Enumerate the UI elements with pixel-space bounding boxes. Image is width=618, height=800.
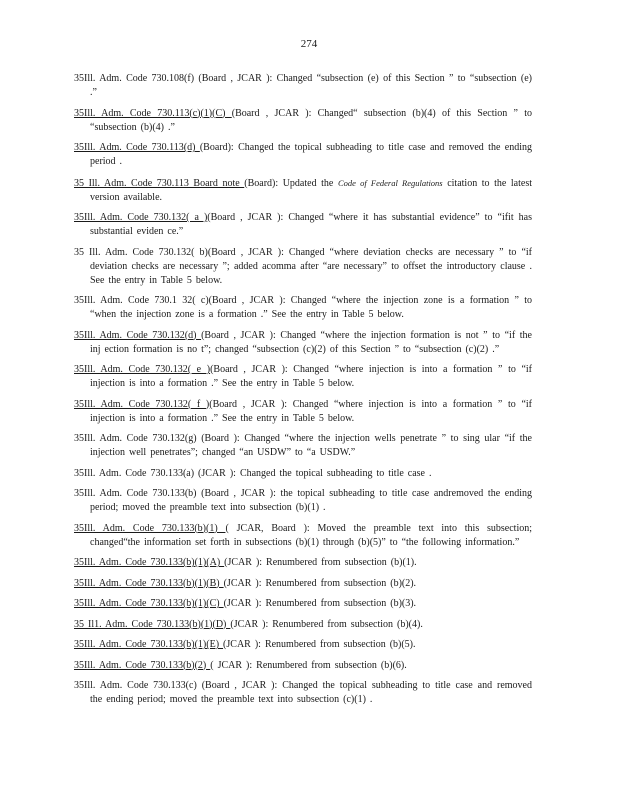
entry-text: (Board , JCAR ): Changed “where injection is into a formation ” to “if injection is into a formation .” See the entry in Table 5 below. <box>90 398 532 424</box>
entry <box>74 618 532 632</box>
entry-text: (Board , JCAR ): Changed“ subsection (b)(4) of this Section ” to “subsection (b)(4) .” <box>90 107 532 133</box>
entry <box>74 679 532 707</box>
entry-text: (Board , JCAR ): Changed “where the injection formation is not ” to “if the inj ection formation is no t”; changed “subsection (c)(2) of this Section ” to “subsection (c)(2) .” <box>90 329 532 355</box>
entry <box>74 638 532 652</box>
entry-citation: 35Ill. Adm. Code 730.133(b)(1)(A) <box>74 557 225 568</box>
entry-citation: 35Ill. Adm. Code 730.132( e ) <box>74 364 211 375</box>
entry-text: (Board , JCAR ): Changed “where injection is into a formation ” to “if injection is into a formation .” See the entry in Table 5 below. <box>90 364 532 389</box>
entry-citation: 35Ill. Adm. Code 730.113(c)(1)(C) <box>74 107 232 119</box>
entry-text: ( JCAR ): Renumbered from subsection (b)(6). <box>210 659 407 671</box>
entry-text: (JCAR ): Renumbered from subsection (b)(3). <box>223 598 417 609</box>
entry-text: (JCAR ): Renumbered from subsection (b)(5). <box>223 639 416 650</box>
entry-citation: 35Ill. Adm. Code 730.133(b)(1)(E) <box>74 639 224 650</box>
entry-citation: 35Ill. Adm. Code 730.1 32( c) <box>74 295 209 306</box>
entry <box>74 363 532 391</box>
entry-text: (JCAR ): Changed the topical subheading to title case . <box>194 467 432 479</box>
page-number: 274 <box>300 38 318 50</box>
entry <box>74 467 532 481</box>
entry-text: (Board , JCAR ): Changed “where deviation checks are necessary ” to “if deviation checks are necessary ”; added acomma after “are necessary” to offset the introductory clause . See the entry in Table 5 below. <box>90 246 532 286</box>
entry-text: (Board): Changed the topical subheading to title case and removed the ending period . <box>90 142 532 167</box>
entry <box>74 487 532 515</box>
entry-citation: 35 Ill. Adm. Code 730.132( b) <box>74 246 208 258</box>
entry-citation: 35Ill. Adm. Code 730.133(b)(2) <box>74 659 211 671</box>
entry-citation: 35Ill. Adm. Code 730.133(b)(1)(C) <box>74 598 224 609</box>
amendment-list <box>74 72 532 714</box>
entry <box>74 72 532 100</box>
entry-text: (Board , JCAR ): Changed “where the injection zone is a formation ” to “when the injection zone is a formation .” See the entry in Table 5 below. <box>90 295 532 320</box>
entry-citation: 35Ill. Adm. Code 730.132( f ) <box>74 398 210 410</box>
entry-text: ( JCAR, Board ): Moved the preamble text into this subsection; changed“the information set forth in subsections (b)(1) through (b)(5)” to “the following information.” <box>90 522 532 548</box>
entry <box>74 659 532 673</box>
entry-text: (Board , JCAR ): the topical subheading to title case andremoved the ending period; moved the preamble text into subsection (b)(1) . <box>90 488 532 513</box>
entry-italic-title: Code of Federal Regulations <box>337 177 443 188</box>
entry-text: (Board , JCAR ): Changed “where it has substantial evidence” to “ifit has substantial eviden ce.” <box>90 212 532 237</box>
entry <box>74 211 532 239</box>
entry-citation: 35Ill. Adm. Code 730.133(b)(1)(B) <box>74 577 224 589</box>
entry <box>74 141 532 169</box>
entry <box>74 577 532 591</box>
entry-citation: 35Ill. Adm. Code 730.133(a) <box>74 467 195 479</box>
entry-citation: 35Ill. Adm. Code 730.132( a ) <box>74 212 208 223</box>
entry-citation: 35Ill. Adm. Code 730.133(c) <box>74 680 197 691</box>
entry-text: (JCAR ): Renumbered from subsection (b)(4). <box>230 618 423 630</box>
entry-citation: 35Ill. Adm. Code 730.133(b)(1) <box>74 522 226 534</box>
entry <box>74 398 532 426</box>
entry-text: (Board , JCAR ): Changed the topical subheading to title case and removed the ending period; moved the preamble text into subsection (c)(1) . <box>90 680 532 705</box>
entry-citation: 35Ill. Adm. Code 730.132(g) <box>74 433 197 444</box>
entry-citation: 35Ill. Adm. Code 730.108(f) <box>74 73 195 84</box>
entry <box>74 432 532 460</box>
entry <box>74 329 532 357</box>
entry-text: (JCAR ): Renumbered from subsection (b)(2). <box>223 577 417 589</box>
entry-text: (JCAR ): Renumbered from subsection (b)(1). <box>224 557 417 568</box>
entry-text: (Board): Updated the <box>244 177 338 189</box>
entry-citation: 35 Il1. Adm. Code 730.133(b)(1)(D) <box>74 618 231 630</box>
entry-citation: 35Ill. Adm. Code 730.132(d) <box>74 329 202 341</box>
entry <box>74 294 532 322</box>
entry-text: (Board , JCAR ): Changed “subsection (e) of this Section ” to “subsection (e) .” <box>90 73 533 98</box>
entry <box>74 107 532 135</box>
entry-text: citation to the latest version available. <box>90 177 533 203</box>
entry-citation: 35 Ill. Adm. Code 730.113 Board note <box>74 177 245 189</box>
entry <box>74 556 532 570</box>
entry-citation: 35Ill. Adm. Code 730.133(b) <box>74 488 197 499</box>
entry-text: (Board ): Changed “where the injection wells penetrate ” to sing ular “if the injection well penetrates”; changed “an USDW” to “a USDW.” <box>90 433 532 458</box>
entry <box>74 522 532 550</box>
entry <box>74 597 532 611</box>
entry <box>74 246 532 288</box>
entry-citation: 35Ill. Adm. Code 730.113(d) <box>74 142 200 153</box>
entry <box>74 176 532 205</box>
